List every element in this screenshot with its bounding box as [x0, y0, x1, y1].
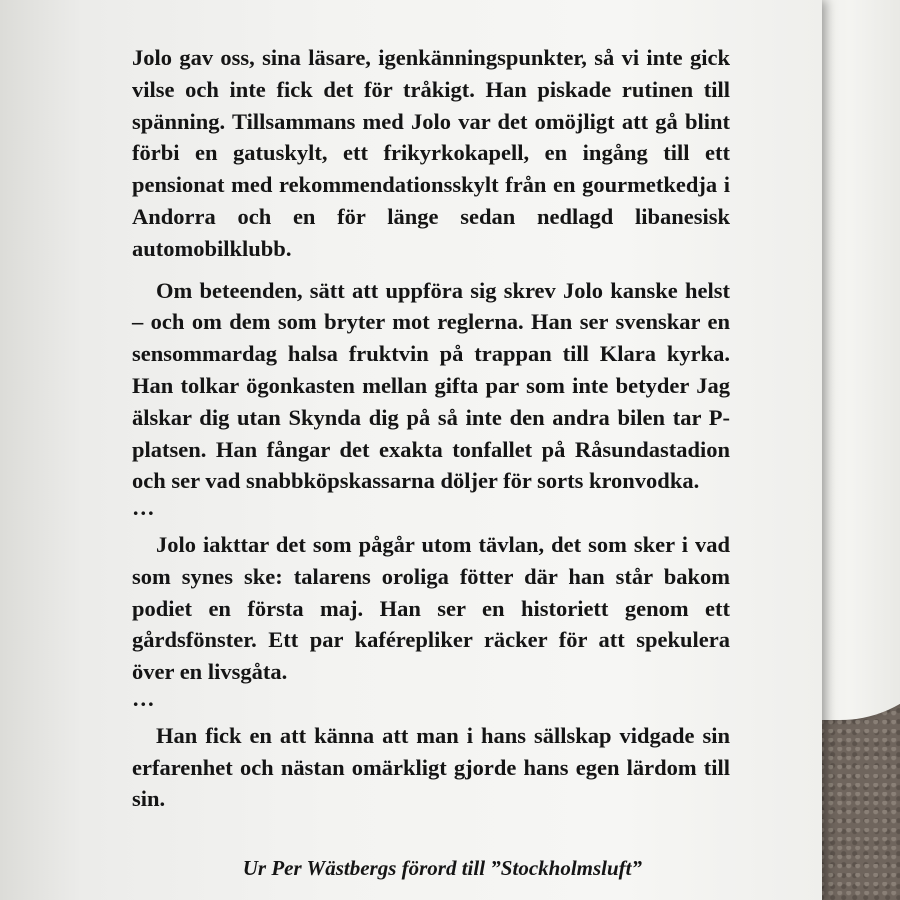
text-block — [132, 42, 730, 815]
ellipsis-2: … — [132, 685, 157, 711]
paragraph-4: Han fick en att känna att man i hans sällskap vidgade sin erfarenhet och nästan omärkligt gjorde hans egen lärdom till sin. — [132, 722, 730, 812]
source-attribution: Ur Per Wästbergs förord till ”Stockholmsluft” — [242, 856, 642, 880]
ellipsis-1: … — [132, 495, 157, 521]
paragraph-1: Jolo gav oss, sina läsare, igenkänningspunkter, så vi inte gick vilse och inte fick det för tråkigt. Han piskade rutinen till spänning. Tillsammans med Jolo var det omöjligt att gå blint förbi en gatuskylt, ett frikyrkokapell, en ingång till ett pensionat med rekommendationsskylt från en gourmetkedja i Andorra och en för länge sedan nedlagd libanesisk automobilklubb. — [132, 45, 730, 261]
paragraph-3: Jolo iakttar det som pågår utom tävlan, det som sker i vad som synes ske: talarens oroliga fötter där han står bakom podiet en första maj. Han ser en historiett genom ett gårdsfönster. Ett par kaférepliker räcker för att spekulera över en livsgåta. — [132, 531, 730, 685]
paragraph-2: Om beteenden, sätt att uppföra sig skrev Jolo kanske helst – och om dem som bryter mot reglerna. Han ser svenskar en sensommardag halsa fruktvin på trappan till Klara kyrka. Han tolkar ögonkasten mellan gifta par som inte betyder Jag älskar dig utan Skynda dig på så inte den andra bilen tar P-platsen. Han fångar det exakta tonfallet på Råsundastadion och ser vad snabbköpskassarna döljer för sorts kronvodka. — [132, 277, 730, 494]
